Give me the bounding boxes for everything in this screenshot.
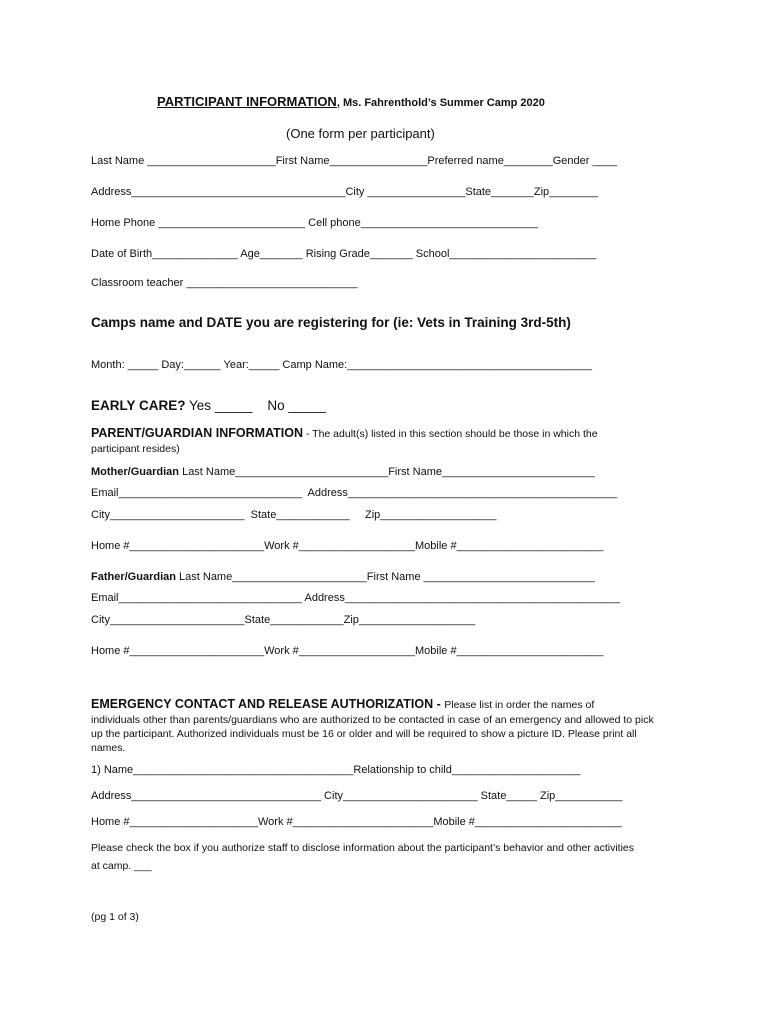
father-row-4[interactable]: Home #______________________Work #___________________Mobile #________________________ xyxy=(91,645,604,657)
emergency-intro: Please list in order the names of xyxy=(444,699,595,711)
father-name-fields[interactable]: Last Name______________________First Name ____________________________ xyxy=(175,571,595,583)
emergency-heading-row xyxy=(91,698,594,712)
participant-name-row[interactable]: Last Name _____________________First Name________________Preferred name________Gender ____ xyxy=(91,155,617,167)
father-label: Father/Guardian xyxy=(91,571,176,583)
emergency-heading: EMERGENCY CONTACT AND RELEASE AUTHORIZATION - xyxy=(91,697,445,711)
emergency-row-2[interactable]: Address_______________________________ City______________________ State_____ Zip___________ xyxy=(91,790,623,802)
title-main: PARTICIPANT INFORMATION xyxy=(157,94,337,109)
participant-phone-row[interactable]: Home Phone ________________________ Cell phone_____________________________ xyxy=(91,217,539,229)
parent-note: - The adult(s) listed in this section should be those in which the xyxy=(303,428,598,440)
emergency-row-3[interactable]: Home #_____________________Work #_______________________Mobile #________________________ xyxy=(91,816,622,828)
parent-heading: PARENT/GUARDIAN INFORMATION xyxy=(91,426,304,440)
emergency-row-1[interactable]: 1) Name____________________________________Relationship to child_____________________ xyxy=(91,764,581,776)
authorize-check-box[interactable]: at camp. ___ xyxy=(91,860,152,872)
father-row-3[interactable]: City______________________State____________Zip___________________ xyxy=(91,614,476,626)
form-title xyxy=(157,95,545,110)
camps-row[interactable]: Month: _____ Day:______ Year:_____ Camp Name:________________________________________ xyxy=(91,359,592,371)
form-subtitle: (One form per participant) xyxy=(286,126,435,141)
parent-note-2: participant resides) xyxy=(91,443,180,455)
page-number: (pg 1 of 3) xyxy=(91,911,139,923)
participant-teacher-row[interactable]: Classroom teacher ____________________________ xyxy=(91,277,358,289)
mother-row-4[interactable]: Home #______________________Work #___________________Mobile #________________________ xyxy=(91,540,604,552)
mother-row-2[interactable]: Email______________________________ Address____________________________________________ xyxy=(91,487,618,499)
authorize-check-text: Please check the box if you authorize staff to disclose information about the participant’s behavior and other activities xyxy=(91,842,635,854)
early-care-label: EARLY CARE? xyxy=(91,398,186,413)
participant-dob-row[interactable]: Date of Birth______________ Age_______ Rising Grade_______ School________________________ xyxy=(91,248,597,260)
title-rest: , Ms. Fahrenthold’s Summer Camp 2020 xyxy=(336,97,545,109)
father-row-1[interactable] xyxy=(91,571,595,584)
mother-row-1[interactable] xyxy=(91,466,595,479)
participant-address-row[interactable]: Address___________________________________City ________________State_______Zip________ xyxy=(91,186,599,198)
emergency-paragraph: individuals other than parents/guardians who are authorized to be contacted in case of an emergency and allowed to pick up the participant. Authorized individuals must be 16 or older and will be required to show a picture ID. Please print all names. xyxy=(91,714,654,754)
mother-name-fields[interactable]: Last Name_________________________First Name_________________________ xyxy=(179,466,595,478)
mother-label: Mother/Guardian xyxy=(91,466,180,478)
mother-row-3[interactable]: City______________________ State____________ Zip___________________ xyxy=(91,509,497,521)
early-care-options[interactable]: Yes _____ No _____ xyxy=(185,398,326,413)
early-care-row[interactable] xyxy=(91,399,326,412)
parent-heading-row xyxy=(91,427,598,441)
father-row-2[interactable]: Email______________________________ Address_____________________________________________ xyxy=(91,592,621,604)
camps-heading: Camps name and DATE you are registering for (ie: Vets in Training 3rd-5th) xyxy=(91,315,571,330)
